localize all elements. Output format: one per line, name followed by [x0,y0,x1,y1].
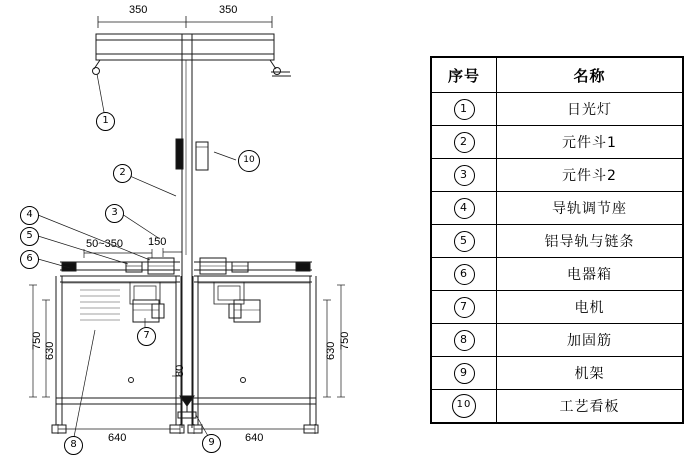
legend-header-name: 名称 [497,58,683,93]
callout-6: 6 [20,250,39,269]
ceiling-beam [96,34,274,60]
legend-item-number: 6 [454,264,475,285]
legend-item-number: 7 [454,297,475,318]
legend-row-2 [432,126,683,159]
dim-label-left-750: 750 [31,331,43,350]
legend-no-cell [432,159,497,192]
legend-name-cell: 电机 [497,291,683,324]
callout-4: 4 [20,206,39,225]
legend-row-4 [432,192,683,225]
legend-item-number: 4 [454,198,475,219]
legend-name-cell: 电器箱 [497,258,683,291]
legend-no-cell [432,291,497,324]
motor-left [133,300,164,322]
legend-no-cell [432,258,497,291]
legend-no-cell [432,225,497,258]
legend-header-row [432,58,683,93]
legend-no-cell [432,126,497,159]
right-bench-rail [194,258,312,304]
dim-label-150: 150 [148,236,167,248]
leader-lines [38,74,236,437]
legend-name-cell: 元件斗2 [497,159,683,192]
legend-row-9 [432,357,683,390]
legend-no-cell [432,192,497,225]
dim-label-bottom-right-640: 640 [245,432,264,444]
legend-row-3 [432,159,683,192]
legend-name-cell: 工艺看板 [497,390,683,423]
legend-no-cell [432,324,497,357]
legend-no-cell [432,357,497,390]
top-dimension-line [98,16,272,28]
legend-row-1 [432,93,683,126]
left-bench-rail [60,258,180,304]
legend-name-cell: 加固筋 [497,324,683,357]
dim-label-right-630: 630 [325,341,337,360]
legend-name-cell: 导轨调节座 [497,192,683,225]
legend-item-number: 5 [454,231,475,252]
legend-item-number: 1 [454,99,475,120]
legend-row-8 [432,324,683,357]
callout-1: 1 [96,112,115,131]
legend-name-cell: 铝导轨与链条 [497,225,683,258]
dim-label-top-left-350: 350 [129,4,148,16]
legend-header-no: 序号 [432,58,497,93]
legend-item-number: 3 [454,165,475,186]
legend-no-cell [432,93,497,126]
dim-label-50-350: 50~350 [86,238,124,250]
callout-3: 3 [105,204,124,223]
callout-7: 7 [137,327,156,346]
legend-name-cell: 元件斗1 [497,126,683,159]
legend-row-7 [432,291,683,324]
legend-item-number: 9 [454,363,475,384]
hatching [80,290,120,320]
legend-row-10 [432,390,683,423]
legend-item-number: 10 [452,394,476,418]
dim-label-bottom-left-640: 640 [108,432,127,444]
legend-row-5 [432,225,683,258]
callout-9: 9 [202,434,221,453]
legend-name-cell: 机架 [497,357,683,390]
legend-name-cell: 日光灯 [497,93,683,126]
legend-no-cell [432,390,497,423]
callout-5: 5 [20,227,39,246]
callout-8: 8 [64,436,83,455]
left-frame [52,276,184,433]
callout-10: 10 [238,150,260,172]
dim-80 [172,376,180,398]
dim-150 [163,248,182,257]
dim-label-left-630: 630 [44,341,56,360]
legend-item-number: 8 [454,330,475,351]
dim-label-right-750: 750 [339,331,351,350]
dim-label-80: 80 [174,364,186,377]
parts-legend-table [430,56,684,424]
legend-row-6 [432,258,683,291]
motor-right [229,300,260,322]
dim-label-top-right-350: 350 [219,4,238,16]
legend-item-number: 2 [454,132,475,153]
callout-2: 2 [113,164,132,183]
